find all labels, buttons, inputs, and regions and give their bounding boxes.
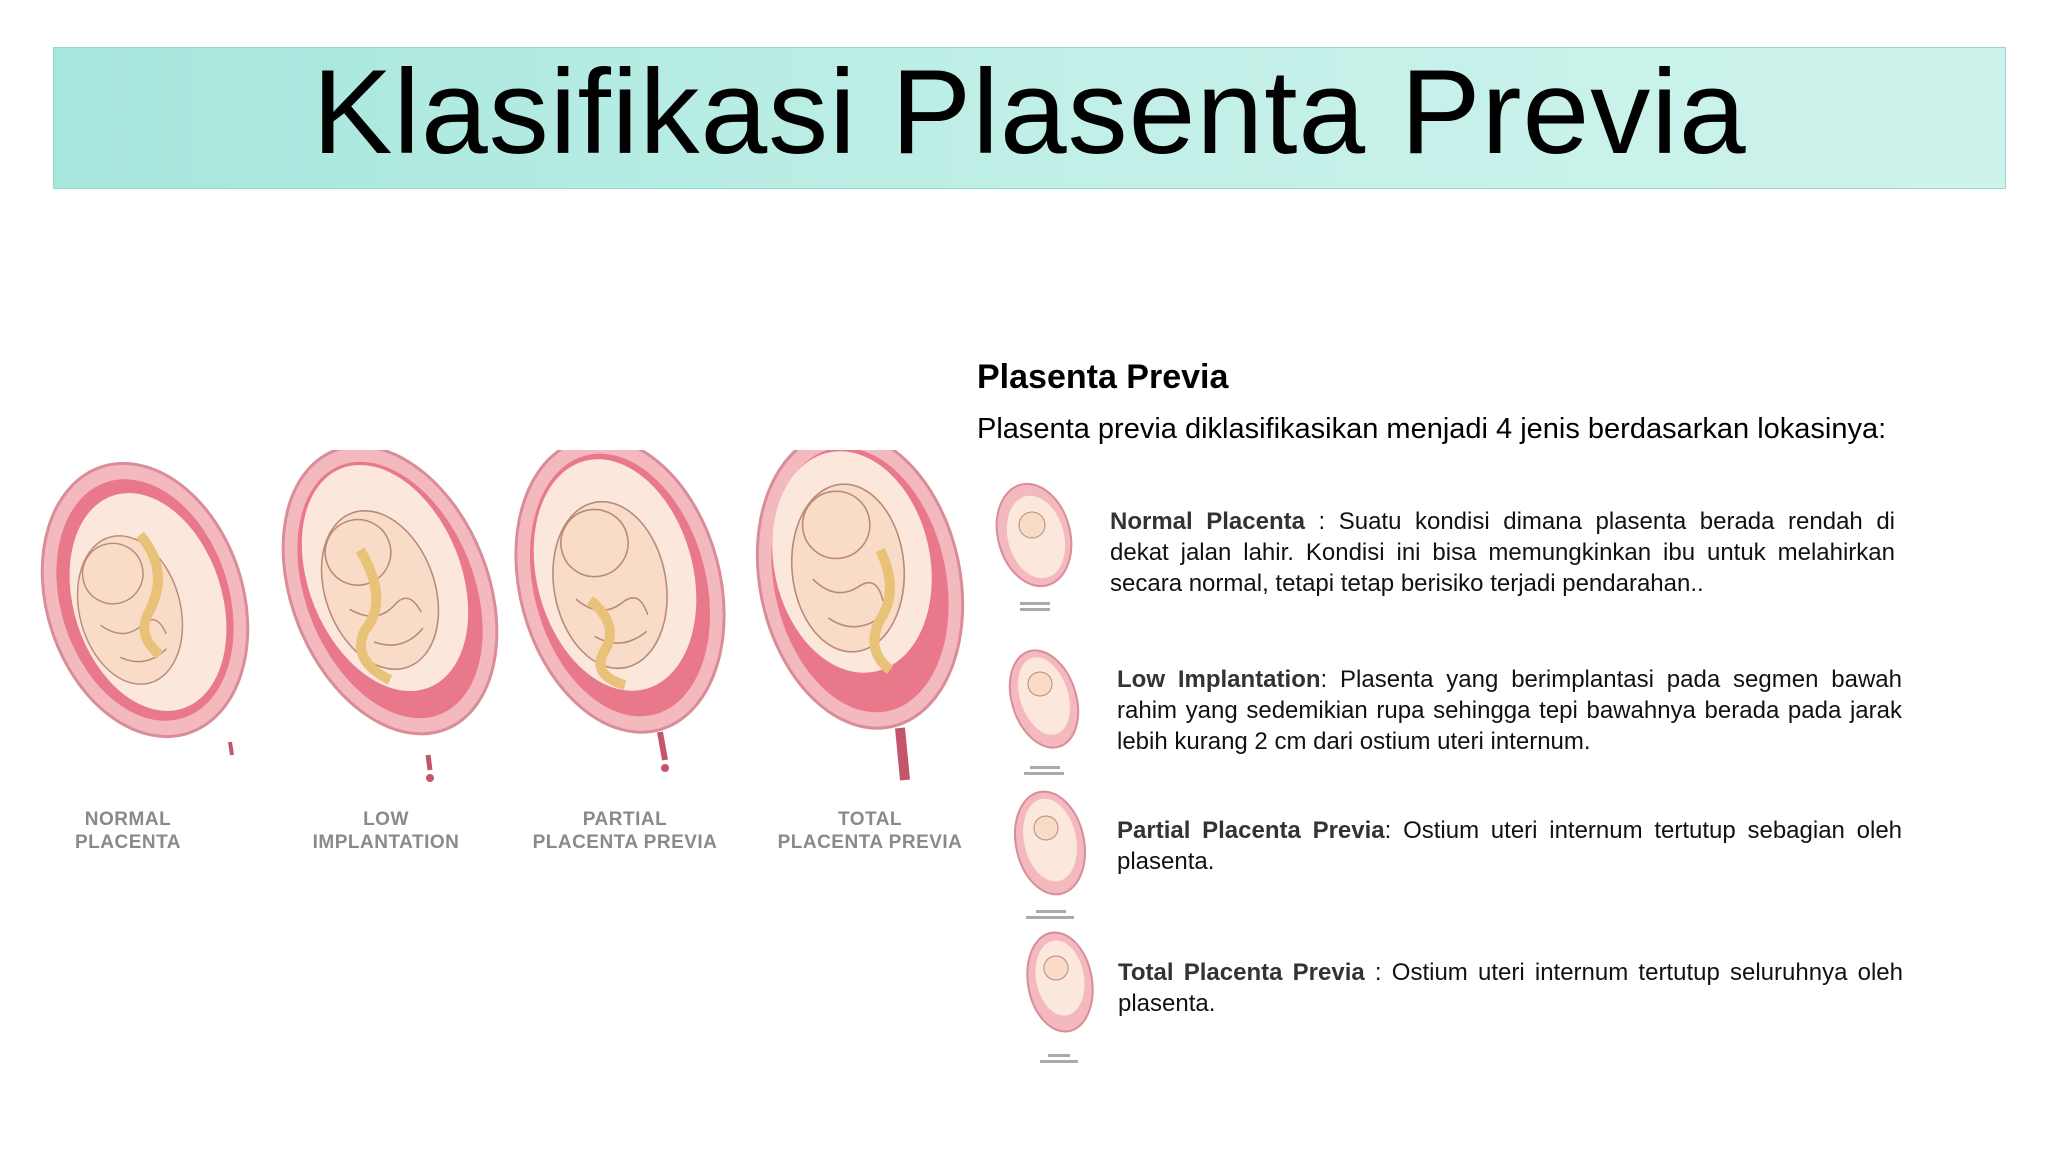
- caption-total-placenta-previa: TOTAL PLACENTA PREVIA: [777, 809, 963, 853]
- partial-placenta-previa-description: Partial Placenta Previa: Ostium uteri internum tertutup sebagian oleh plasenta.: [1117, 817, 1903, 875]
- section-intro: Plasenta previa diklasifikasikan menjadi 4 jenis berdasarkan lokasinya:: [977, 413, 1887, 445]
- total-placenta-previa-description: Total Placenta Previa : Ostium uteri internum tertutup seluruhnya oleh plasenta.: [1118, 959, 1903, 1017]
- normal-placenta-term: Normal Placenta: [1110, 508, 1305, 535]
- low-implantation-term: Low Implantation: [1117, 666, 1321, 693]
- normal-placenta-description: Normal Placenta : Suatu kondisi dimana plasenta berada rendah di dekat jalan lahir. Kondisi ini bisa memungkinkan ibu untuk melahirkan secara normal, tetapi tetap berisiko terjadi pendarahan..: [1110, 508, 1895, 597]
- page-title: Klasifikasi Plasenta Previa: [312, 45, 1747, 179]
- caption-normal-placenta: NORMAL PLACENTA: [74, 809, 182, 853]
- caption-low-implantation: LOW IMPLANTATION: [312, 809, 460, 853]
- total-placenta-previa-thumbnail: [1018, 930, 1108, 1070]
- partial-placenta-previa-drawing: [485, 450, 756, 772]
- caption-partial-placenta-previa: PARTIAL PLACENTA PREVIA: [532, 809, 718, 853]
- partial-placenta-previa-thumbnail: [1008, 788, 1098, 928]
- partial-placenta-previa-term: Partial Placenta Previa: [1117, 817, 1385, 844]
- low-implantation-drawing: [243, 450, 537, 782]
- normal-placenta-drawing: [20, 450, 281, 763]
- section-heading: Plasenta Previa: [977, 358, 1229, 396]
- low-implantation-thumbnail: [1004, 644, 1094, 784]
- total-placenta-previa-drawing: [731, 450, 970, 780]
- low-implantation-description: Low Implantation: Plasenta yang berimplantasi pada segmen bawah rahim yang sedemikian rupa sehingga tepi bawahnya berada pada jarak lebih kurang 2 cm dari ostium uteri internum.: [1117, 666, 1902, 755]
- title-banner: [53, 47, 2006, 189]
- normal-placenta-thumbnail: [994, 480, 1084, 620]
- total-placenta-previa-term: Total Placenta Previa: [1118, 959, 1365, 986]
